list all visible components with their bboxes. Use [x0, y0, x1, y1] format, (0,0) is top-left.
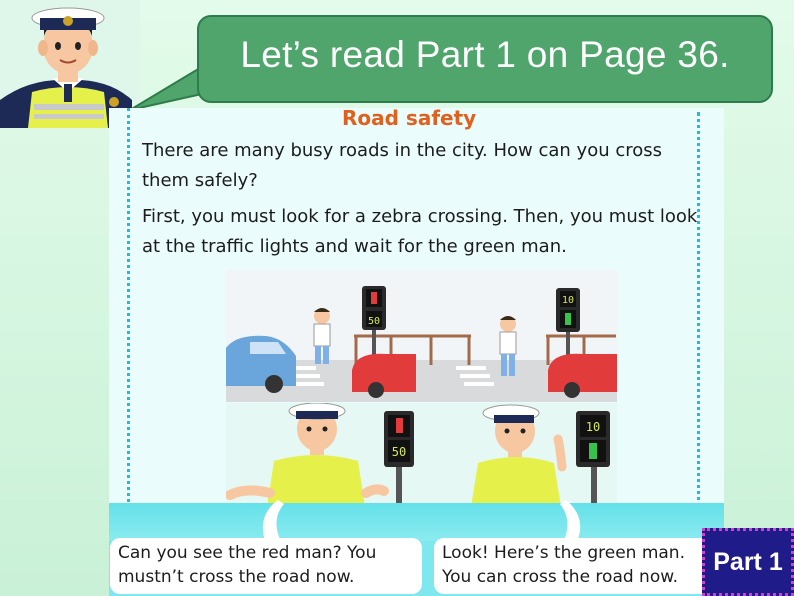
- bottom-right-counter: 10: [585, 420, 601, 434]
- dotted-border-left: [127, 108, 130, 538]
- bottom-left-counter: 50: [391, 445, 407, 459]
- speech-bubble: [197, 15, 773, 103]
- scene-left-counter: 50: [367, 316, 381, 327]
- paragraph-2: First, you must look for a zebra crossing. Then, you must look at the traffic lights and wait for the green man.: [142, 206, 698, 257]
- caption-red-man: [110, 538, 422, 594]
- part-1-label: Part 1: [713, 547, 783, 576]
- caption-right-line-2: You can cross the road now.: [442, 567, 678, 587]
- caption-green-man: [434, 538, 714, 594]
- policemen-scene: [226, 403, 617, 513]
- caption-left-line-1: Can you see the red man? You: [118, 543, 377, 563]
- caption-right-line-1: Look! Here’s the green man.: [442, 543, 685, 563]
- part-1-button[interactable]: [702, 528, 794, 596]
- bubble-title: Let’s read Part 1 on Page 36.: [240, 34, 730, 75]
- caption-left-line-2: mustn’t cross the road now.: [118, 567, 355, 587]
- lesson-heading: Road safety: [342, 106, 477, 130]
- paragraph-1: There are many busy roads in the city. How can you cross them safely?: [142, 140, 663, 191]
- scene-right-counter: 10: [561, 295, 575, 306]
- street-scene: [226, 270, 617, 402]
